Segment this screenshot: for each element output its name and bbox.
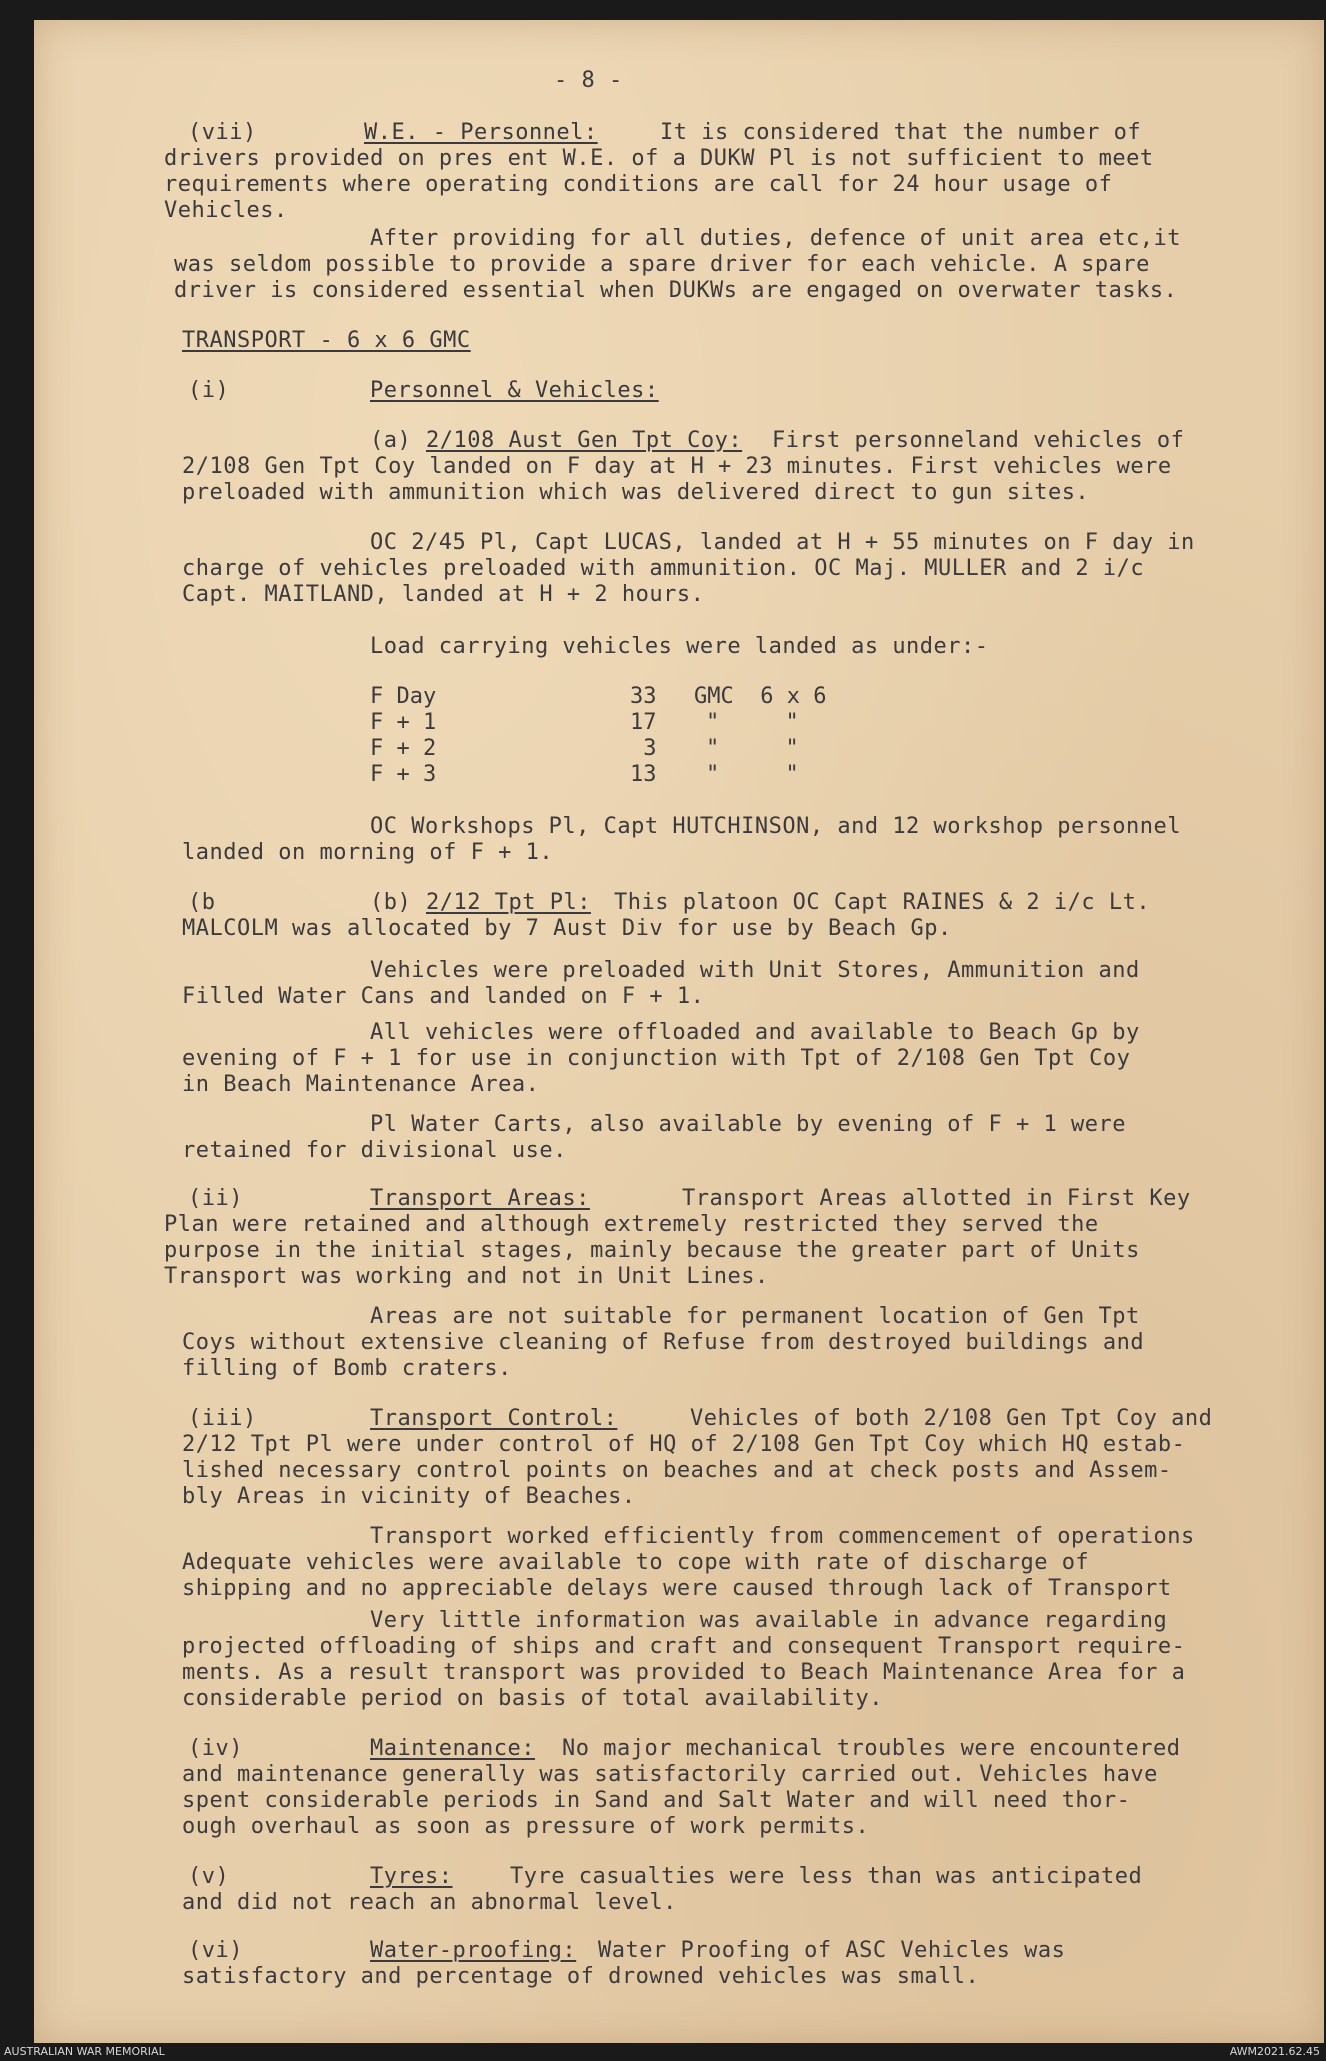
iii-para2-line-2: Adequate vehicles were available to cope with rate of discharge of [182,1550,1090,1575]
section-number-ii: (ii) [188,1186,243,1211]
load-row-day: F + 3 [370,762,437,787]
iii-para2-line-1: Transport worked efficiently from commencement of operations [370,1524,1195,1549]
iii-para3-line-4: considerable period on basis of total availability. [182,1686,884,1711]
b-para2-line-2: Filled Water Cans and landed on F + 1. [182,984,705,1009]
section-number-vi: (vi) [188,1938,243,1963]
section-heading-personnel: W.E. - Personnel: [364,120,598,145]
section-number-i: (i) [188,378,230,403]
ii-para2-line-1: Areas are not suitable for permanent location of Gen Tpt [370,1304,1140,1329]
load-row-type: " " [706,736,799,761]
load-row-count: 13 [630,762,657,787]
load-row-type: GMC 6 x 6 [694,684,827,709]
vii-para2-line-2: was seldom possible to provide a spare driver for each vehicle. A spare [174,252,1150,277]
vii-line-2: drivers provided on pres ent W.E. of a DUKW Pl is not sufficient to meet [164,146,1154,171]
section-heading-personnel-vehicles: Personnel & Vehicles: [370,378,659,403]
load-row-day: F + 1 [370,710,437,735]
section-number-iii: (iii) [188,1406,257,1431]
ii-para2-line-2: Coys without extensive cleaning of Refuse from destroyed buildings and [182,1330,1145,1355]
vii-line-4: Vehicles. [164,198,288,223]
b-para4-line-1: Pl Water Carts, also available by evening of F + 1 were [370,1112,1126,1137]
b-line-1: This platoon OC Capt RAINES & 2 i/c Lt. [614,890,1151,915]
vii-para2-line-3: driver is considered essential when DUKWs are engaged on overwater tasks. [174,278,1178,303]
footer-record-id: AWM2021.62.45 [1229,2045,1320,2058]
vi-line-1: Water Proofing of ASC Vehicles was [598,1938,1066,1963]
iii-para3-line-2: projected offloading of ships and craft and consequent Transport require- [182,1634,1186,1659]
iii-para3-line-3: ments. As a result transport was provided to Beach Maintenance Area for a [182,1660,1186,1685]
iii-line-2: 2/12 Tpt Pl were under control of HQ of 2/108 Gen Tpt Coy which HQ estab- [182,1432,1186,1457]
footer-institution: AUSTRALIAN WAR MEMORIAL [4,2045,165,2058]
oc-line-2: charge of vehicles preloaded with ammunition. OC Maj. MULLER and 2 i/c [182,556,1145,581]
section-number-v: (v) [188,1864,230,1889]
workshops-line-1: OC Workshops Pl, Capt HUTCHINSON, and 12 workshop personnel [370,814,1181,839]
workshops-line-2: landed on morning of F + 1. [182,840,554,865]
iv-line-2: and maintenance generally was satisfactorily carried out. Vehicles have [182,1762,1158,1787]
vi-line-2: satisfactory and percentage of drowned vehicles was small. [182,1964,980,1989]
b-para2-line-1: Vehicles were preloaded with Unit Stores, Ammunition and [370,958,1140,983]
iii-line-3: lished necessary control points on beaches and at check posts and Assem- [182,1458,1172,1483]
subsection-label-a: (a) [370,428,412,453]
section-heading-water-proofing: Water-proofing: [370,1938,577,1963]
section-number-vii: (vii) [188,120,257,145]
subsection-heading-a: 2/108 Aust Gen Tpt Coy: [426,428,743,453]
load-row-count: 3 [630,736,657,761]
oc-line-3: Capt. MAITLAND, landed at H + 2 hours. [182,582,705,607]
b-para4-line-2: retained for divisional use. [182,1138,567,1163]
ii-line-4: Transport was working and not in Unit Lines. [164,1264,769,1289]
section-heading-transport-control: Transport Control: [370,1406,618,1431]
load-row-type: " " [706,762,799,787]
subsection-heading-b: 2/12 Tpt Pl: [426,890,591,915]
document-page [34,20,1324,2043]
archive-footer [0,2043,1326,2061]
iv-line-1: No major mechanical troubles were encountered [562,1736,1181,1761]
ii-line-2: Plan were retained and although extremely restricted they served the [164,1212,1099,1237]
section-heading-tyres: Tyres: [370,1864,453,1889]
vii-para2-line-1: After providing for all duties, defence of unit area etc,it [370,226,1181,251]
vii-line-3: requirements where operating conditions are call for 24 hour usage of [164,172,1113,197]
iv-line-3: spent considerable periods in Sand and Salt Water and will need thor- [182,1788,1131,1813]
b-para3-line-2: evening of F + 1 for use in conjunction with Tpt of 2/108 Gen Tpt Coy [182,1046,1131,1071]
subsection-label-b: (b) [370,890,412,915]
vii-line-1: It is considered that the number of [660,120,1142,145]
load-intro: Load carrying vehicles were landed as under:- [370,634,989,659]
a-line-3: preloaded with ammunition which was delivered direct to gun sites. [182,480,1090,505]
page-number: - 8 - [554,68,623,93]
ii-para2-line-3: filling of Bomb craters. [182,1356,512,1381]
iii-line-1: Vehicles of both 2/108 Gen Tpt Coy and [690,1406,1213,1431]
a-line-2: 2/108 Gen Tpt Coy landed on F day at H + 23 minutes. First vehicles were [182,454,1172,479]
oc-line-1: OC 2/45 Pl, Capt LUCAS, landed at H + 55 minutes on F day in [370,530,1195,555]
load-row-type: " " [706,710,799,735]
load-row-day: F Day [370,684,437,709]
iv-line-4: ough overhaul as soon as pressure of work permits. [182,1814,870,1839]
b-para3-line-1: All vehicles were offloaded and available to Beach Gp by [370,1020,1140,1045]
b-line-2: MALCOLM was allocated by 7 Aust Div for use by Beach Gp. [182,916,952,941]
load-row-count: 33 [630,684,657,709]
iii-para2-line-3: shipping and no appreciable delays were caused through lack of Transport [182,1576,1172,1601]
margin-b-mark: (b [188,890,216,915]
iii-line-4: bly Areas in vicinity of Beaches. [182,1484,636,1509]
v-line-1: Tyre casualties were less than was anticipated [510,1864,1143,1889]
load-row-count: 17 [630,710,657,735]
a-line-1: First personneland vehicles of [772,428,1185,453]
load-row-day: F + 2 [370,736,437,761]
section-heading-maintenance: Maintenance: [370,1736,535,1761]
ii-line-3: purpose in the initial stages, mainly because the greater part of Units [164,1238,1140,1263]
section-heading-transport-areas: Transport Areas: [370,1186,590,1211]
v-line-2: and did not reach an abnormal level. [182,1890,677,1915]
iii-para3-line-1: Very little information was available in advance regarding [370,1608,1168,1633]
transport-heading: TRANSPORT - 6 x 6 GMC [182,328,471,353]
section-number-iv: (iv) [188,1736,243,1761]
ii-line-1: Transport Areas allotted in First Key [682,1186,1191,1211]
b-para3-line-3: in Beach Maintenance Area. [182,1072,540,1097]
